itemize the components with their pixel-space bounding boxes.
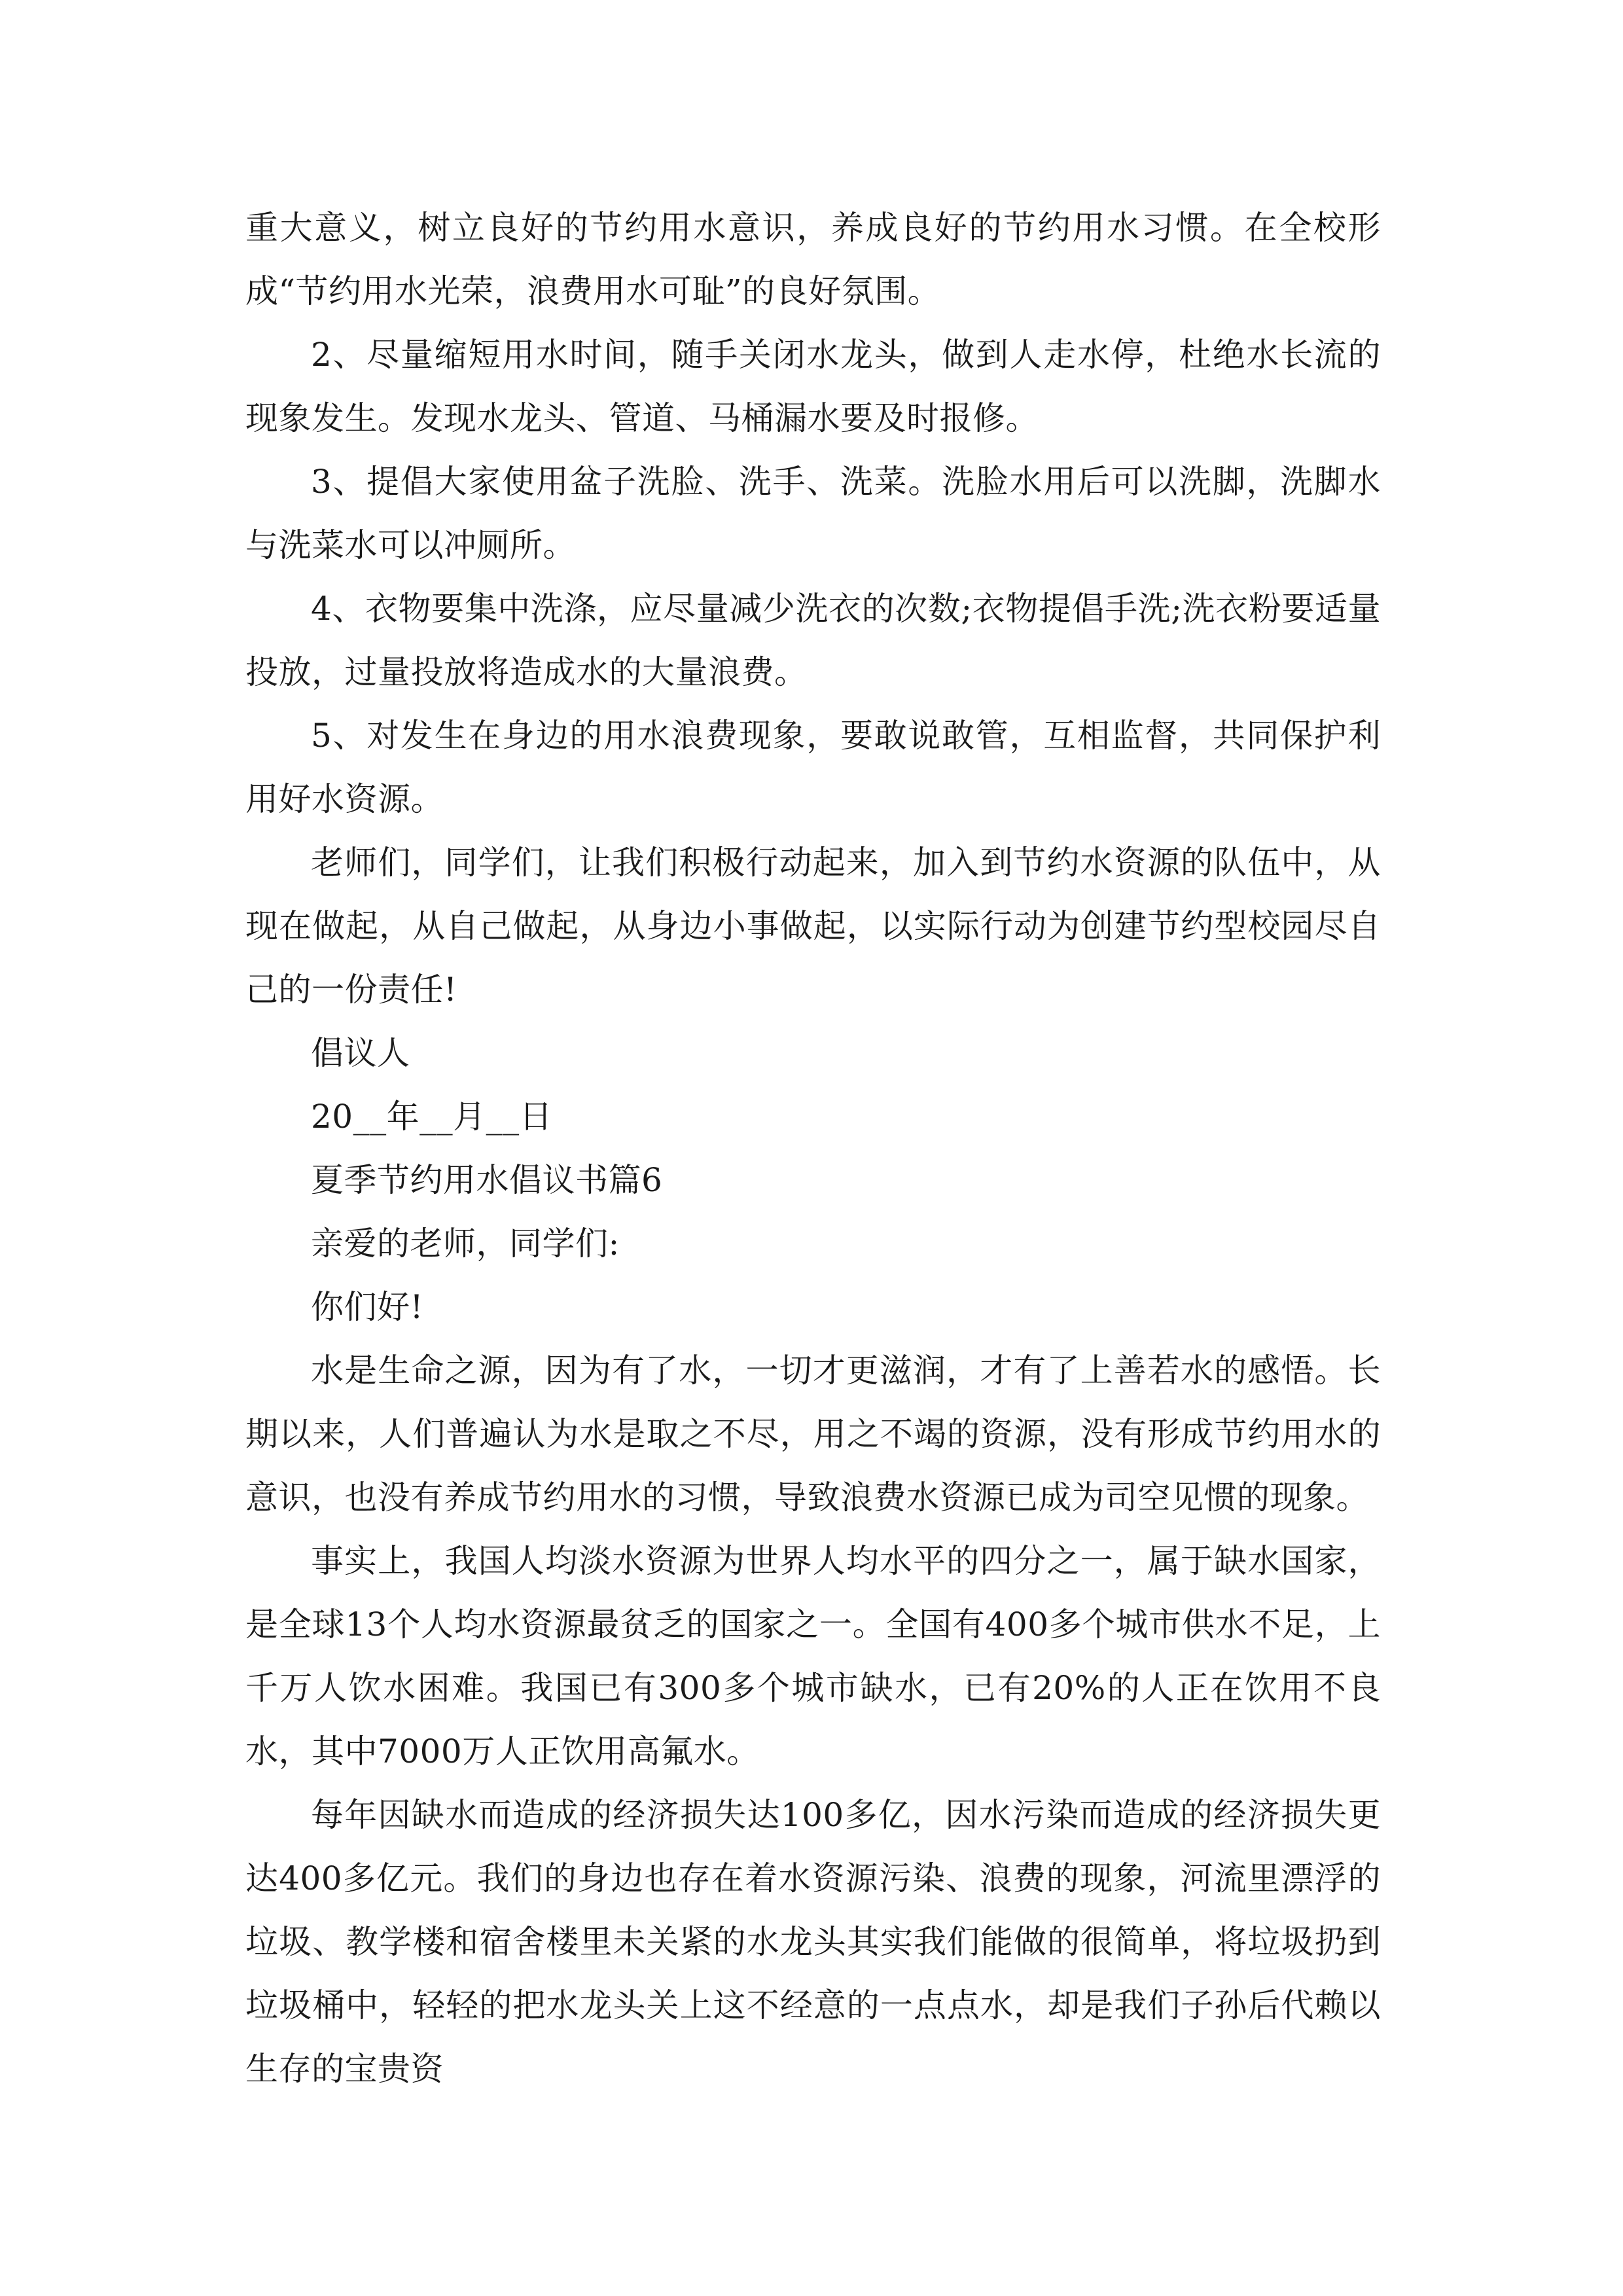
paragraph-losses: 每年因缺水而造成的经济损失达100多亿，因水污染而造成的经济损失更达400多亿元。我们的身边也存在着水资源污染、浪费的现象，河流里漂浮的垃圾、教学楼和宿舍楼里未关紧的水龙头其实我们能做的很简单，将垃圾扔到垃圾桶中，轻轻的把水龙头关上这不经意的一点点水，却是我们子孙后代赖以生存的宝贵资 — [245, 1796, 1381, 2088]
date-line: 20__年__月__日 — [311, 1098, 553, 1136]
paragraph-item-4: 4、衣物要集中洗涤，应尽量减少洗衣的次数;衣物提倡手洗;洗衣粉要适量投放，过量投放将造成水的大量浪费。 — [245, 590, 1381, 691]
greeting: 你们好! — [311, 1288, 424, 1326]
signature-label: 倡议人 — [311, 1034, 410, 1072]
paragraph-call-to-action: 老师们，同学们，让我们积极行动起来，加入到节约水资源的队伍中，从现在做起，从自己做起，从身边小事做起，以实际行动为创建节约型校园尽自己的一份责任! — [245, 844, 1381, 1009]
salutation: 亲爱的老师，同学们: — [311, 1225, 620, 1263]
paragraph-facts: 事实上，我国人均淡水资源为世界人均水平的四分之一，属于缺水国家，是全球13个人均水资源最贫乏的国家之一。全国有400多个城市供水不足，上千万人饮水困难。我国已有300多个城市缺水，已有20%的人正在饮用不良水，其中7000万人正饮用高氟水。 — [245, 1542, 1381, 1770]
paragraph-item-5: 5、对发生在身边的用水浪费现象，要敢说敢管，互相监督，共同保护利用好水资源。 — [245, 717, 1381, 818]
paragraph-item-2: 2、尽量缩短用水时间，随手关闭水龙头，做到人走水停，杜绝水长流的现象发生。发现水龙头、管道、马桶漏水要及时报修。 — [245, 336, 1381, 437]
paragraph-intro: 水是生命之源，因为有了水，一切才更滋润，才有了上善若水的感悟。长期以来，人们普遍认为水是取之不尽，用之不竭的资源，没有形成节约用水的意识，也没有养成节约用水的习惯，导致浪费水资源已成为司空见惯的现象。 — [245, 1352, 1381, 1516]
section-title: 夏季节约用水倡议书篇6 — [311, 1161, 663, 1199]
paragraph-item-3: 3、提倡大家使用盆子洗脸、洗手、洗菜。洗脸水用后可以洗脚，洗脚水与洗菜水可以冲厕所。 — [245, 463, 1381, 564]
document-body — [245, 196, 1381, 2101]
paragraph-continuation: 重大意义，树立良好的节约用水意识，养成良好的节约用水习惯。在全校形成“节约用水光荣，浪费用水可耻”的良好氛围。 — [245, 209, 1381, 310]
